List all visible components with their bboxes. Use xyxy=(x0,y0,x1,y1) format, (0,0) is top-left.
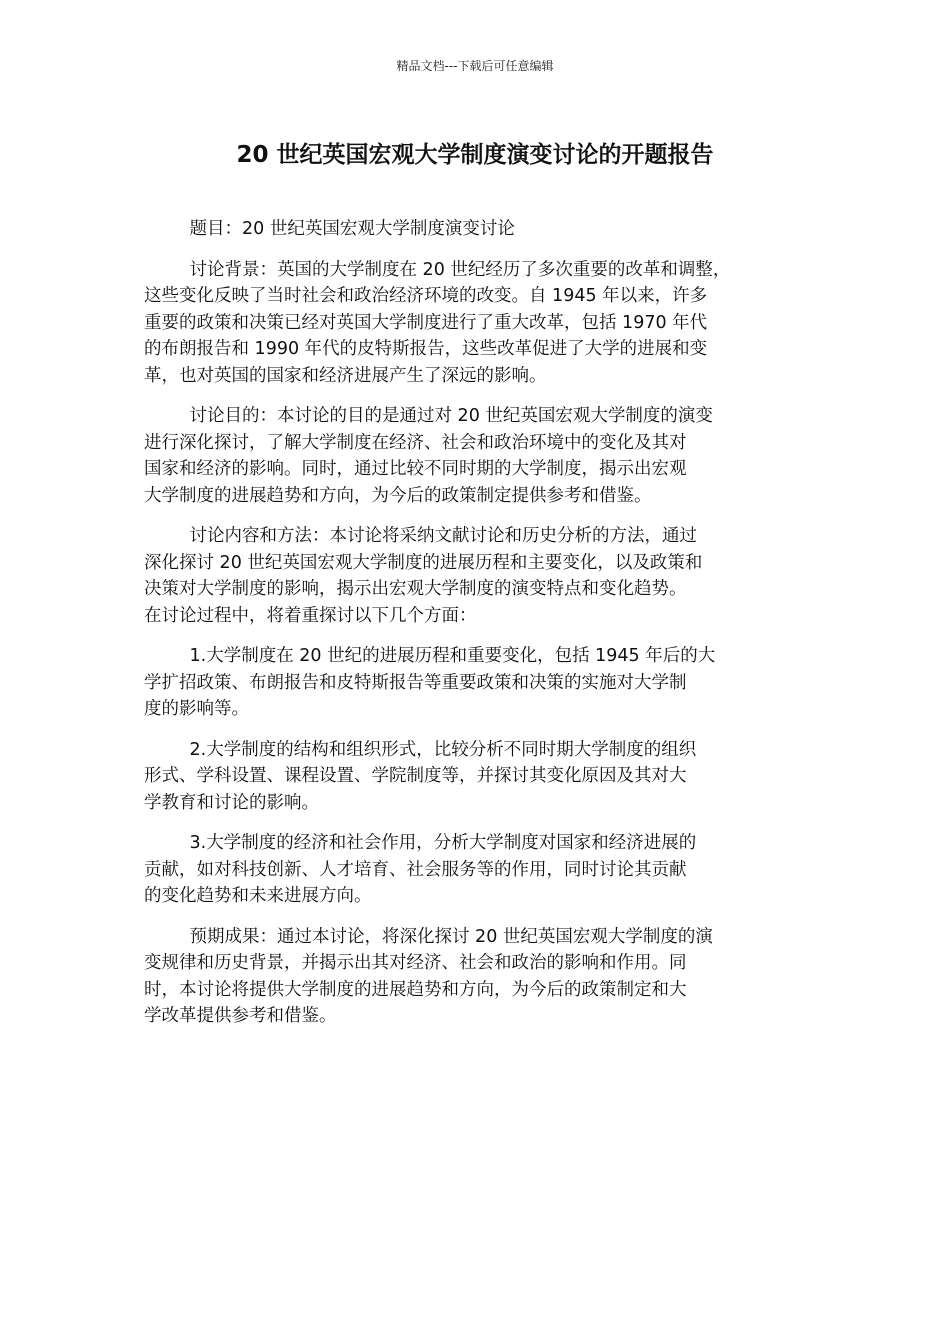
paragraph-content-method: 讨论内容和方法：本讨论将采纳文献讨论和历史分析的方法，通过 深化探讨 20 世纪英国宏观大学制度的进展历程和主要变化，以及政策和 决策对大学制度的影响，揭示出宏观大学制度的演变特点和变化趋势。 在讨论过程中，将着重探讨以下几个方面： xyxy=(144,526,703,626)
paragraph-purpose: 讨论目的：本讨论的目的是通过对 20 世纪英国宏观大学制度的演变 进行深化探讨，了解大学制度在经济、社会和政治环境中的变化及其对 国家和经济的影响。同时，通过比较不同时期的大学制度，揭示出宏观 大学制度的进展趋势和方向，为今后的政策制定提供参考和借鉴。 xyxy=(144,406,713,506)
document-title: 20 世纪英国宏观大学制度演变讨论的开题报告 xyxy=(236,142,714,168)
paragraph-item-3: 3.大学制度的经济和社会作用，分析大学制度对国家和经济进展的 贡献，如对科技创新、人才培育、社会服务等的作用，同时讨论其贡献 的变化趋势和未来进展方向。 xyxy=(144,833,697,906)
paragraph-item-1: 1.大学制度在 20 世纪的进展历程和重要变化，包括 1945 年后的大 学扩招政策、布朗报告和皮特斯报告等重要政策和决策的实施对大学制 度的影响等。 xyxy=(144,646,716,719)
document-body xyxy=(144,216,812,1044)
paragraph-topic: 题目：20 世纪英国宏观大学制度演变讨论 xyxy=(189,219,515,239)
page-header-note: 精品文档---下载后可任意编辑 xyxy=(396,59,554,73)
paragraph-item-2: 2.大学制度的结构和组织形式，比较分析不同时期大学制度的组织 形式、学科设置、课程设置、学院制度等，并探讨其变化原因及其对大 学教育和讨论的影响。 xyxy=(144,739,697,813)
paragraph-expected-results: 预期成果：通过本讨论，将深化探讨 20 世纪英国宏观大学制度的演 变规律和历史背景，并揭示出其对经济、社会和政治的影响和作用。同 时，本讨论将提供大学制度的进展趋势和方向，为今后的政策制定和大 学改革提供参考和借鉴。 xyxy=(144,926,713,1026)
paragraph-background: 讨论背景：英国的大学制度在 20 世纪经历了多次重要的改革和调整， 这些变化反映了当时社会和政治经济环境的改变。自 1945 年以来，许多 重要的政策和决策已经对英国大学制度进行了重大改革，包括 1970 年代 的布朗报告和 1990 年代的皮特斯报告，这些改革促进了大学的进展和变 革，也对英国的国家和经济进展产生了深远的影响。 xyxy=(144,259,731,386)
